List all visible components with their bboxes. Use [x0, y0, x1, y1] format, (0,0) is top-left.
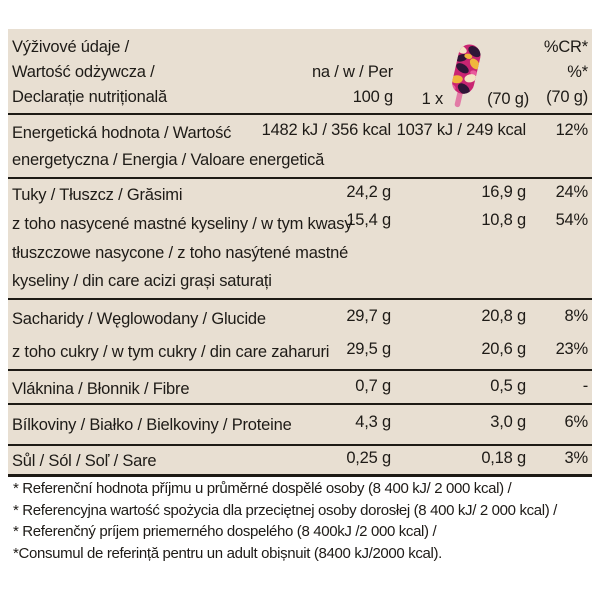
row-label-line: z toho nasycené mastné kyseliny / w tym kwasy [12, 215, 353, 233]
footnote: * Referenční hodnota příjmu u průměrné dospělé osoby (8 400 kJ/ 2 000 kcal) / [13, 480, 512, 497]
col-header-per-100g [312, 60, 393, 110]
row-label-line: z toho cukry / w tym cukry / din care zaharuri [12, 342, 330, 361]
nutrient-row-saturated-fat [8, 208, 592, 298]
nutrition-table [8, 29, 592, 477]
value-per-piece: 3,0 g [490, 412, 526, 431]
row-label-line: Energetická hodnota / Wartość [12, 124, 232, 142]
value-per-piece: 1037 kJ / 249 kcal [396, 121, 526, 139]
nutrient-row-protein [8, 405, 592, 444]
nutrient-row-fat [8, 179, 592, 208]
nutrient-row-salt [8, 446, 592, 474]
row-label-line: Sůl / Sól / Soľ / Sare [12, 451, 157, 470]
row-label-line: Bílkoviny / Białko / Bielkoviny / Proteine [12, 415, 292, 434]
nutrient-row-carbohydrate [8, 300, 592, 332]
row-label-line: Tuky / Tłuszcz / Grăsimi [12, 186, 183, 204]
row-group-fat [8, 179, 592, 300]
ice-cream-bar-icon [447, 43, 483, 118]
nutrient-row-sugars [8, 332, 592, 369]
reference-intake-footnotes [13, 478, 593, 564]
col-header-per-100g-line: 100 g [352, 88, 393, 106]
row-label-line: kyseliny / din care acizi grași saturați [12, 272, 272, 290]
value-per-100g: 29,7 g [346, 306, 391, 325]
value-per-100g: 24,2 g [346, 183, 391, 201]
value-per-100g: 15,4 g [346, 211, 391, 229]
col-header-reference-line: (70 g) [546, 88, 588, 106]
value-per-piece: 0,5 g [490, 376, 526, 395]
row-group-carbohydrate [8, 300, 592, 371]
value-percent-cr: - [582, 376, 588, 395]
value-per-100g: 4,3 g [355, 412, 391, 431]
footnote: * Referenčný príjem priemerného dospelého (8 400kJ /2 000 kcal) / [13, 523, 437, 540]
value-per-100g: 0,25 g [346, 448, 391, 467]
table-header [8, 29, 592, 115]
value-percent-cr: 23% [555, 339, 588, 358]
value-per-piece: 20,6 g [481, 339, 526, 358]
col-header-per-100g-line: na / w / Per [311, 63, 393, 81]
value-percent-cr: 8% [564, 306, 588, 325]
row-group-salt [8, 446, 592, 474]
value-per-100g: 1482 kJ / 356 kcal [261, 121, 391, 139]
value-per-100g: 29,5 g [346, 339, 391, 358]
footnote: * Referencyjna wartość spożycia dla przeciętnej osoby dorosłej (8 400 kJ/ 2 000 kcal) / [13, 501, 558, 519]
col-header-reference-line: %CR* [543, 38, 588, 56]
footnote: *Consumul de referință pentru un adult obișnuit (8400 kJ/2000 kcal). [13, 544, 442, 562]
value-percent-cr: 12% [555, 121, 588, 139]
row-label-line: Vláknina / Błonnik / Fibre [12, 379, 190, 398]
value-per-100g: 0,7 g [355, 376, 391, 395]
value-per-piece: 20,8 g [481, 306, 526, 325]
value-per-piece: 16,9 g [481, 183, 526, 201]
table-title-line: Wartość odżywcza / [12, 63, 155, 81]
value-percent-cr: 3% [564, 448, 588, 467]
col-header-reference-intake [544, 35, 588, 110]
row-label-line: tłuszczowe nasycone / z toho nasýtené mastné [12, 243, 349, 262]
value-percent-cr: 6% [564, 412, 588, 431]
row-label-line: energetyczna / Energia / Valoare energetică [12, 151, 325, 169]
col-header-reference-line: %* [567, 63, 588, 81]
nutrient-row-fibre [8, 371, 592, 403]
table-title-line: Výživové údaje / [12, 38, 129, 56]
piece-weight-label: (70 g) [487, 90, 529, 108]
nutrient-row-energy [8, 115, 592, 177]
piece-count-label: 1 x [421, 90, 444, 108]
value-percent-cr: 54% [555, 211, 588, 229]
value-percent-cr: 24% [555, 183, 588, 201]
row-label-line: Sacharidy / Węglowodany / Glucide [12, 309, 266, 328]
value-per-piece: 0,18 g [481, 448, 526, 467]
row-group-energy [8, 115, 592, 179]
col-header-per-piece [422, 43, 529, 109]
row-group-protein [8, 405, 592, 446]
row-group-fibre [8, 371, 592, 405]
value-per-piece: 10,8 g [481, 211, 526, 229]
table-title-line: Declarație nutrițională [12, 88, 167, 106]
